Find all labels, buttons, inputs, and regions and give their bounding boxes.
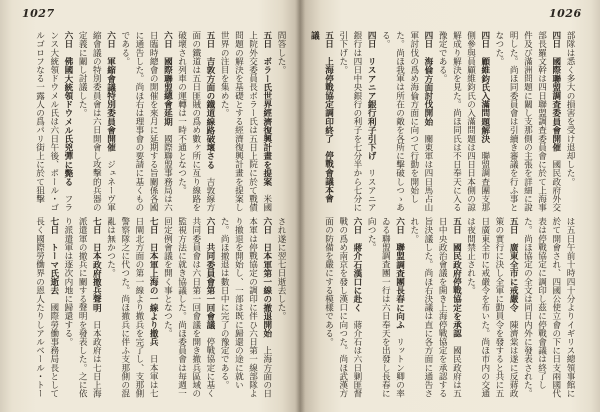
entry-body: 吉敦線方面の鐵道は五日匪賊の爲め數ヶ所に亙り線路を破壞され列車の運轉は一時不通となつた。 bbox=[176, 31, 215, 212]
entry-date: 四日 bbox=[479, 31, 490, 49]
chronology-entry bbox=[336, 31, 379, 212]
entry-heading: 聯盟調査團長春に向ふ bbox=[394, 242, 405, 329]
chronology-entry bbox=[520, 217, 577, 398]
entry-heading: 日本政府撤兵聲明 bbox=[91, 242, 102, 312]
chronology-entry bbox=[174, 31, 217, 212]
entry-heading: 軍縮會議特別委員會開催 bbox=[105, 56, 116, 152]
entry-heading: 日本軍上海の一線より撤兵 bbox=[148, 242, 159, 346]
entry-heading: 國民政府停戰協定を承認 bbox=[451, 242, 462, 338]
page-number-left: 1027 bbox=[22, 7, 55, 20]
entry-date: 四日 bbox=[422, 31, 433, 49]
chronology-entry bbox=[378, 31, 435, 212]
right-lower-tier bbox=[313, 217, 577, 398]
entry-body: は五日午前十時四十分よりイギリス總領事館に於て開會され、四國公使立會の下に日支兩國代表は停戰協定に調印し茲に停戰會議は終了した。尚ほ協定の全文は同日内外に發表された。 bbox=[522, 217, 575, 398]
entry-date: 六日 bbox=[204, 217, 215, 235]
chronology-entry bbox=[32, 31, 75, 212]
chronology-entry bbox=[32, 217, 60, 398]
entry-date: 五日 bbox=[323, 31, 334, 49]
chronology-entry bbox=[118, 31, 175, 212]
entry-date: 五日 bbox=[204, 31, 215, 49]
page-number-right: 1026 bbox=[549, 7, 582, 20]
entry-heading: 國際聯盟總會延期 bbox=[162, 56, 173, 126]
entry-body: 聯盟調査團支那側參與員顧維鈞氏の入滿問題は四日日本側の諒解成り解決を見た。尚ほ同氏は不日奉天に入る豫定である。 bbox=[437, 31, 490, 212]
entry-heading: 吉敦方面の鐵道線路破壞さる bbox=[204, 56, 215, 169]
entry-heading: 上海停戰協定調印終了 bbox=[323, 56, 334, 143]
entry-body: され遂に翌七日逝去した。 bbox=[276, 217, 286, 321]
entry-date: 四日 bbox=[366, 31, 377, 49]
chronology-entry bbox=[321, 217, 364, 398]
entry-heading: 佛國大統領ドウメル氏兇彈に斃る bbox=[62, 56, 73, 186]
chronology-entry bbox=[274, 217, 288, 398]
entry-heading: リスアニア銀行利子引下げ bbox=[366, 56, 377, 160]
entry-date: 六日 bbox=[261, 217, 272, 235]
chronology-entry bbox=[160, 217, 217, 398]
entry-body: 陳濟棠は遂に反蔣政策の實行に決し全軍に動員令を發すると共に五日廣東全市に戒嚴令を布いた。尚ほ市内の交通は夜間禁止された。 bbox=[465, 217, 519, 398]
gutter-shadow bbox=[295, 0, 305, 412]
chronology-entry bbox=[274, 31, 288, 212]
entry-date: 四日 bbox=[550, 31, 561, 49]
entry-date: 六日 bbox=[62, 31, 73, 49]
entry-body: 停戰協定に基く共同委員會は六日第一回會議を開き撤兵區域の監視方法に就き協議した。尚ほ委員會は毎週一回定例會議を開く事となつた。 bbox=[162, 217, 215, 398]
entry-date: 七日 bbox=[148, 217, 159, 235]
entry-body: 國民政府外交部長羅文幹は四日聯盟調査委員會に於て上海事件及び滿洲問題に關し支那側の主張を詳細に說明した。尚ほ同委員會は引續き審議を行ふ事となつた。 bbox=[493, 31, 561, 212]
entry-date: 六日 bbox=[162, 31, 173, 49]
chronology-entry bbox=[75, 31, 118, 212]
entry-body: 問答した。 bbox=[276, 31, 286, 74]
entry-date: 五日 bbox=[508, 217, 519, 235]
entry-body: フランス大統領ドウメル氏は六日午後、ポール・ゴルゴロフなる一露人の爲パリ街上に於て狙擊 bbox=[34, 31, 73, 212]
entry-date: 六日 bbox=[105, 31, 116, 49]
entry-date: 七日 bbox=[91, 217, 102, 235]
entry-heading: 顧維鈞氏入滿問題解決 bbox=[479, 56, 490, 143]
entry-heading: トーマ氏逝去 bbox=[48, 242, 59, 295]
entry-heading: 國際聯盟調査委員會開催 bbox=[550, 56, 561, 152]
chronology-entry bbox=[307, 31, 335, 212]
entry-body: 國民政府は五日中央政治會議を開き上海停戰協定を承認する旨決議した。尚ほ右決議は直に各方面に通告された。 bbox=[408, 217, 462, 398]
entry-heading: 蔣介石漢口に赴く bbox=[351, 242, 362, 312]
entry-body: 關東軍は四日馬占山軍討伐の爲め海倫方面に向つて行動を開始した。尚ほ我軍は所在の敵を各所に擊破しつゝある。 bbox=[380, 31, 433, 212]
entry-body: 上海方面の日本軍は停戰協定の調印に伴ひ六日第一線部隊より撤退を開始し、一部は既に歸還の途に就いた。尚ほ撤退は數日中に完了の豫定である。 bbox=[219, 217, 272, 398]
chronology-entry bbox=[103, 217, 160, 398]
left-upper-tier bbox=[26, 31, 288, 212]
entry-heading: 共同委員會第一回會議 bbox=[204, 242, 215, 329]
chronology-entry bbox=[407, 217, 464, 398]
entry-date: 五日 bbox=[261, 31, 272, 49]
entry-heading: ボラー氏世界經濟復興計畫を提案 bbox=[261, 56, 272, 186]
chronology-entry bbox=[463, 217, 520, 398]
entry-heading: 停戰會議本會議 bbox=[309, 31, 334, 203]
entry-body: 日本政府は七日上海派遣軍の撤兵に關する聲明を發表した。之に依り派遣軍は逐次内地に歸還する。 bbox=[62, 217, 102, 398]
entry-heading: 海倫方面討伐開始 bbox=[422, 56, 433, 126]
chronology-entry bbox=[217, 31, 274, 212]
entry-body: 日本軍は七日閘北方面の第一線より撤兵を完了し、支那側警察隊之に代つた。尚ほ撤兵に伴ふ支那側の混亂は無かつた。 bbox=[105, 217, 159, 398]
entry-body: 國際聯盟事務局は六日臨時總會の開催を來月に延期する旨關係各國に通告した。尚ほ右は理事會の要請に基くものである。 bbox=[119, 31, 173, 212]
entry-body: 米國上院外交委員長ボラー氏は五日上院に於て戰債問題の解決を基礎とする經濟復興計畫を提案し世界の注目を集めた。 bbox=[219, 31, 272, 212]
chronology-entry bbox=[364, 217, 407, 398]
entry-body: 蔣介石は六日剿匪督戰の爲め南京を發し漢口に向つた。尚ほ武漢方面の防備を嚴にする模樣である。 bbox=[323, 217, 362, 398]
left-lower-tier bbox=[26, 217, 288, 398]
entry-date: 六日 bbox=[351, 217, 362, 235]
right-upper-tier bbox=[309, 31, 577, 212]
chronology-entry bbox=[217, 217, 274, 398]
chronology-entry bbox=[435, 31, 492, 212]
chronology-entry bbox=[61, 217, 104, 398]
chronology-entry bbox=[563, 31, 577, 212]
entry-body: リットン卿の率ゐる聯盟調査團一行は六日奉天を出發し長春に向つた。 bbox=[366, 217, 405, 398]
entry-body: 部隊は悉く多大の損害を受け退却した。 bbox=[565, 31, 575, 186]
entry-heading: 廣東全市に戒嚴令 bbox=[508, 242, 519, 312]
entry-body: ジュネーヴ軍縮會議の特別委員會は六日開會し攻擊的兵器の定義に關し討議した。 bbox=[77, 31, 116, 212]
entry-body: リスアニア銀行は四日中央銀行の利子を七分半から七分に引下げた。 bbox=[337, 31, 377, 212]
entry-date: 七日 bbox=[48, 217, 59, 235]
entry-date: 五日 bbox=[451, 217, 462, 235]
chronology-entry bbox=[492, 31, 563, 212]
entry-date: 六日 bbox=[394, 217, 405, 235]
entry-heading: 日本軍第一線の撤退開始 bbox=[261, 242, 272, 338]
entry-body: 國際勞働事務局長として長く國際勞働界の恩人たりしアルベール・トー bbox=[34, 217, 59, 398]
